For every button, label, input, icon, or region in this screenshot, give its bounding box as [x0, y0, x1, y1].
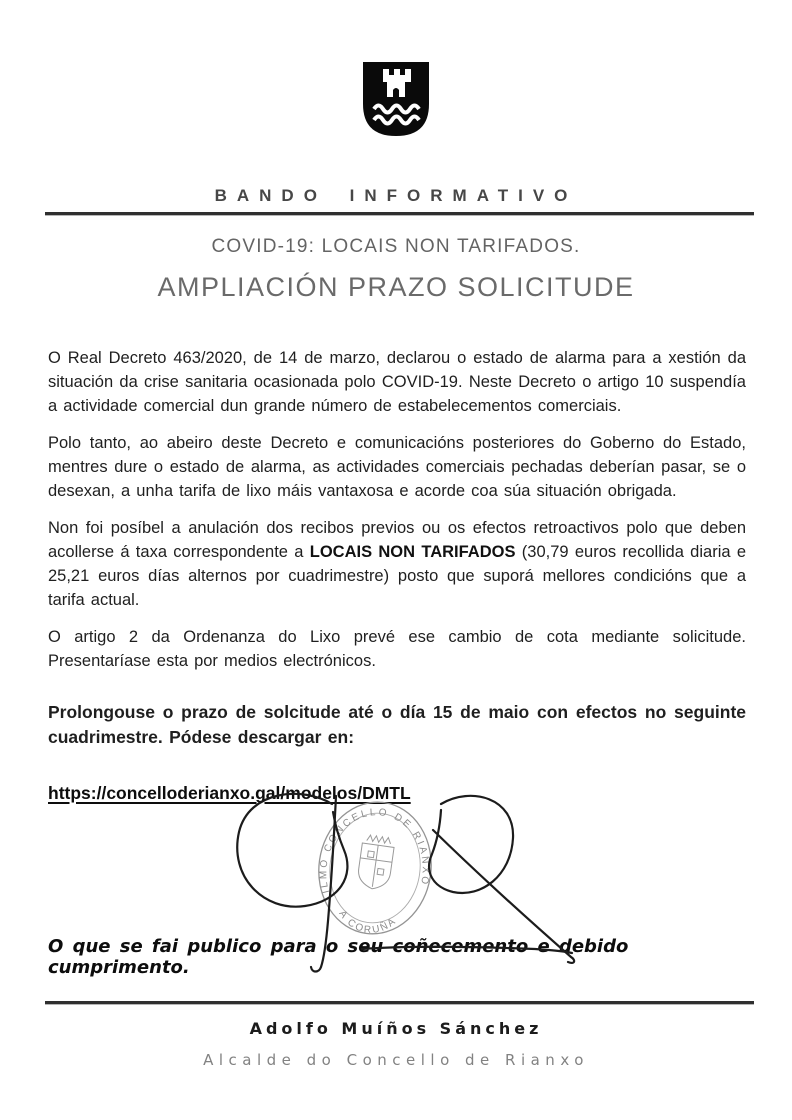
- subtitle-covid: COVID-19: LOCAIS NON TARIFADOS.: [211, 236, 581, 257]
- signer-title: Alcalde do Concello de Rianxo: [203, 1051, 589, 1069]
- closing-statement: O que se fai publico para o seu coñecemento e debido cumprimento.: [48, 936, 629, 978]
- body-paragraph-2: Polo tanto, ao abeiro deste Decreto e comunicacións posteriores do Goberno do Estado, mentres dure o estado de alarma, as actividades comerciais pechadas deberían pasar, se o desexan, a unha tarifa de lixo máis vantaxosa e acorde coa súa situación obrigada.: [48, 434, 746, 500]
- paragraph-3-pre: Non foi posíbel a anulación dos recibos previos ou os efectos retroactivos polo que deben acollerse á taxa correspondente a: [48, 519, 746, 561]
- signer-name: Adolfo Muíños Sánchez: [249, 1019, 543, 1038]
- top-horizontal-rule: [45, 212, 754, 216]
- download-link[interactable]: https://concelloderianxo.gal/modelos/DMTL: [48, 783, 411, 803]
- paragraph-3-post: (30,79 euros recollida diaria e 25,21 euros días alternos por cuadrimestre) posto que suporá mellores condicións que a tarifa actual.: [48, 543, 747, 609]
- concello-crest-icon: [360, 60, 432, 138]
- logo-container: [0, 60, 792, 138]
- stamp-coat-of-arms-icon: [356, 834, 395, 891]
- official-stamp-icon: [310, 795, 440, 944]
- body-paragraph-4: O artigo 2 da Ordenanza do Lixo prevé ese cambio de cota mediante solicitude. Presentaríase esta por medios electrónicos.: [48, 628, 746, 670]
- body-paragraph-1: O Real Decreto 463/2020, de 14 de marzo, declarou o estado de alarma para a xestión da situación da crise sanitaria ocasionada polo COVID-19. Neste Decreto o artigo 10 suspendía a actividade comercial dun grande número de estabelecementos comerciais.: [48, 349, 746, 415]
- body-paragraph-3: [48, 516, 746, 612]
- heading-ampliacion: AMPLIACIÓN PRAZO SOLICITUDE: [157, 272, 635, 302]
- document-body: [48, 346, 746, 804]
- banner-title: BANDO INFORMATIVO: [214, 186, 578, 205]
- svg-text:ILMO CONCELLO DE RIANXO: [315, 800, 439, 909]
- download-link-row: [48, 783, 746, 804]
- bottom-horizontal-rule: [45, 1001, 754, 1005]
- stamp-arc-top-text: ILMO CONCELLO DE RIANXO: [318, 806, 431, 895]
- deadline-paragraph: Prolongouse o prazo de solcitude até o día 15 de maio con efectos no seguinte cuadrimestre. Pódese descargar en:: [48, 702, 746, 747]
- stamp-arc-bottom-text: A CORUÑA: [336, 908, 400, 937]
- paragraph-3-bold-term: LOCAIS NON TARIFADOS: [309, 543, 516, 561]
